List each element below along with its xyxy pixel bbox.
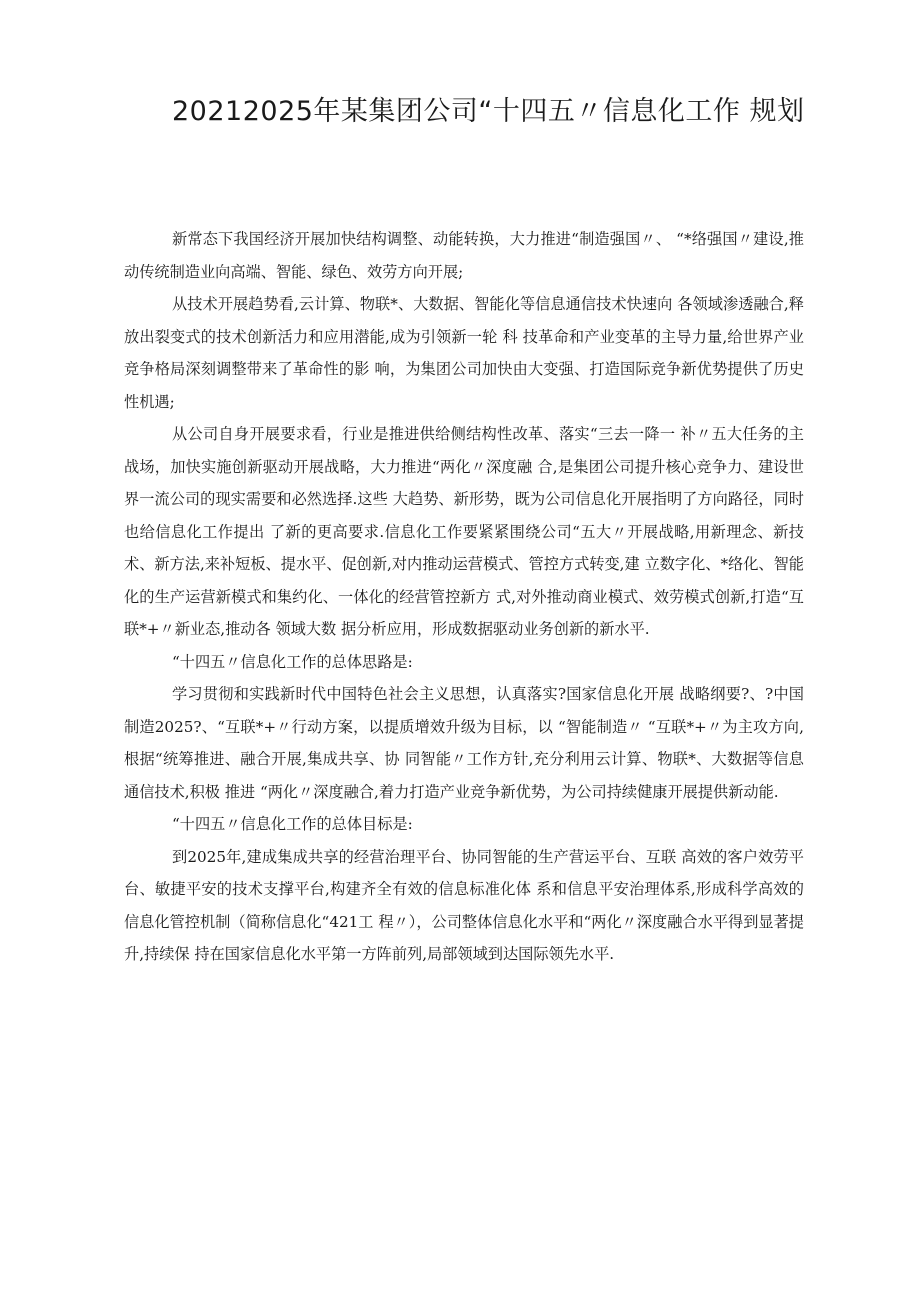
section-heading-approach: “十四五〃信息化工作的总体思路是: xyxy=(172,652,413,671)
paragraph: 学习贯彻和实践新时代中国特色社会主义思想，认真落实?国家信息化开展 战略纲要?、?中国制造2025?、“互联*+〃行动方案，以提质增效升级为目标，以 “智能制造〃 “互联*+〃为主攻方向,根据“统筹推进、融合开展,集成共享、协 同智能〃工作方针,充分利用云计算、物联*、大数据等信息通信技术,积极 推进 “两化〃深度融合,着力打造产业竞争新优势，为公司持续健康开展提供新动能. xyxy=(124,685,804,801)
document-title: 20212025年某集团公司“十四五〃信息化工作 规划 xyxy=(172,96,805,127)
paragraph: 新常态下我国经济开展加快结构调整、动能转换，大力推进“制造强国〃、 “*络强国〃建设,推动传统制造业向高端、智能、绿色、效劳方向开展; xyxy=(124,230,804,281)
paragraph: 从公司自身开展要求看，行业是推进供给侧结构性改革、落实“三去一降一 补〃五大任务的主战场，加快实施创新驱动开展战略，大力推进“两化〃深度融 合,是集团公司提升核心竞争力、建设世界一流公司的现实需要和必然选择.这些 大趋势、新形势，既为公司信息化开展指明了方向路径，同时也给信息化工作提出 了新的更高要求.信息化工作要紧紧围绕公司“五大〃开展战略,用新理念、新技 术、新方法,来补短板、提水平、促创新,对内推动运营模式、管控方式转变,建 立数字化、*络化、智能化的生产运营新模式和集约化、一体化的经营管控新方 式,对外推动商业模式、效劳模式创新,打造“互联*+〃新业态,推动各 领域大数 据分析应用，形成数据驱动业务创新的新水平. xyxy=(124,425,804,638)
section-heading-goal: “十四五〃信息化工作的总体目标是: xyxy=(172,815,413,833)
paragraph: 到2025年,建成集成共享的经营治理平台、协同智能的生产营运平台、互联 高效的客户效劳平台、敏捷平安的技术支撑平台,构建齐全有效的信息标准化体 系和信息平安治理体系,形成科学高效的信息化管控机制（简称信息化“421工 程〃），公司整体信息化水平和“两化〃深度融合水平得到显著提升,持续保 持在国家信息化水平第一方阵前列,局部领域到达国际领先水平. xyxy=(124,847,804,963)
document-body xyxy=(124,223,804,971)
paragraph: 从技术开展趋势看,云计算、物联*、大数据、智能化等信息通信技术快速向 各领域渗透融合,释放出裂变式的技术创新活力和应用潜能,成为引领新一轮 科 技革命和产业变革的主导力量,给世界产业竞争格局深刻调整带来了革命性的影 响，为集团公司加快由大变强、打造国际竞争新优势提供了历史性机遇; xyxy=(124,295,804,411)
